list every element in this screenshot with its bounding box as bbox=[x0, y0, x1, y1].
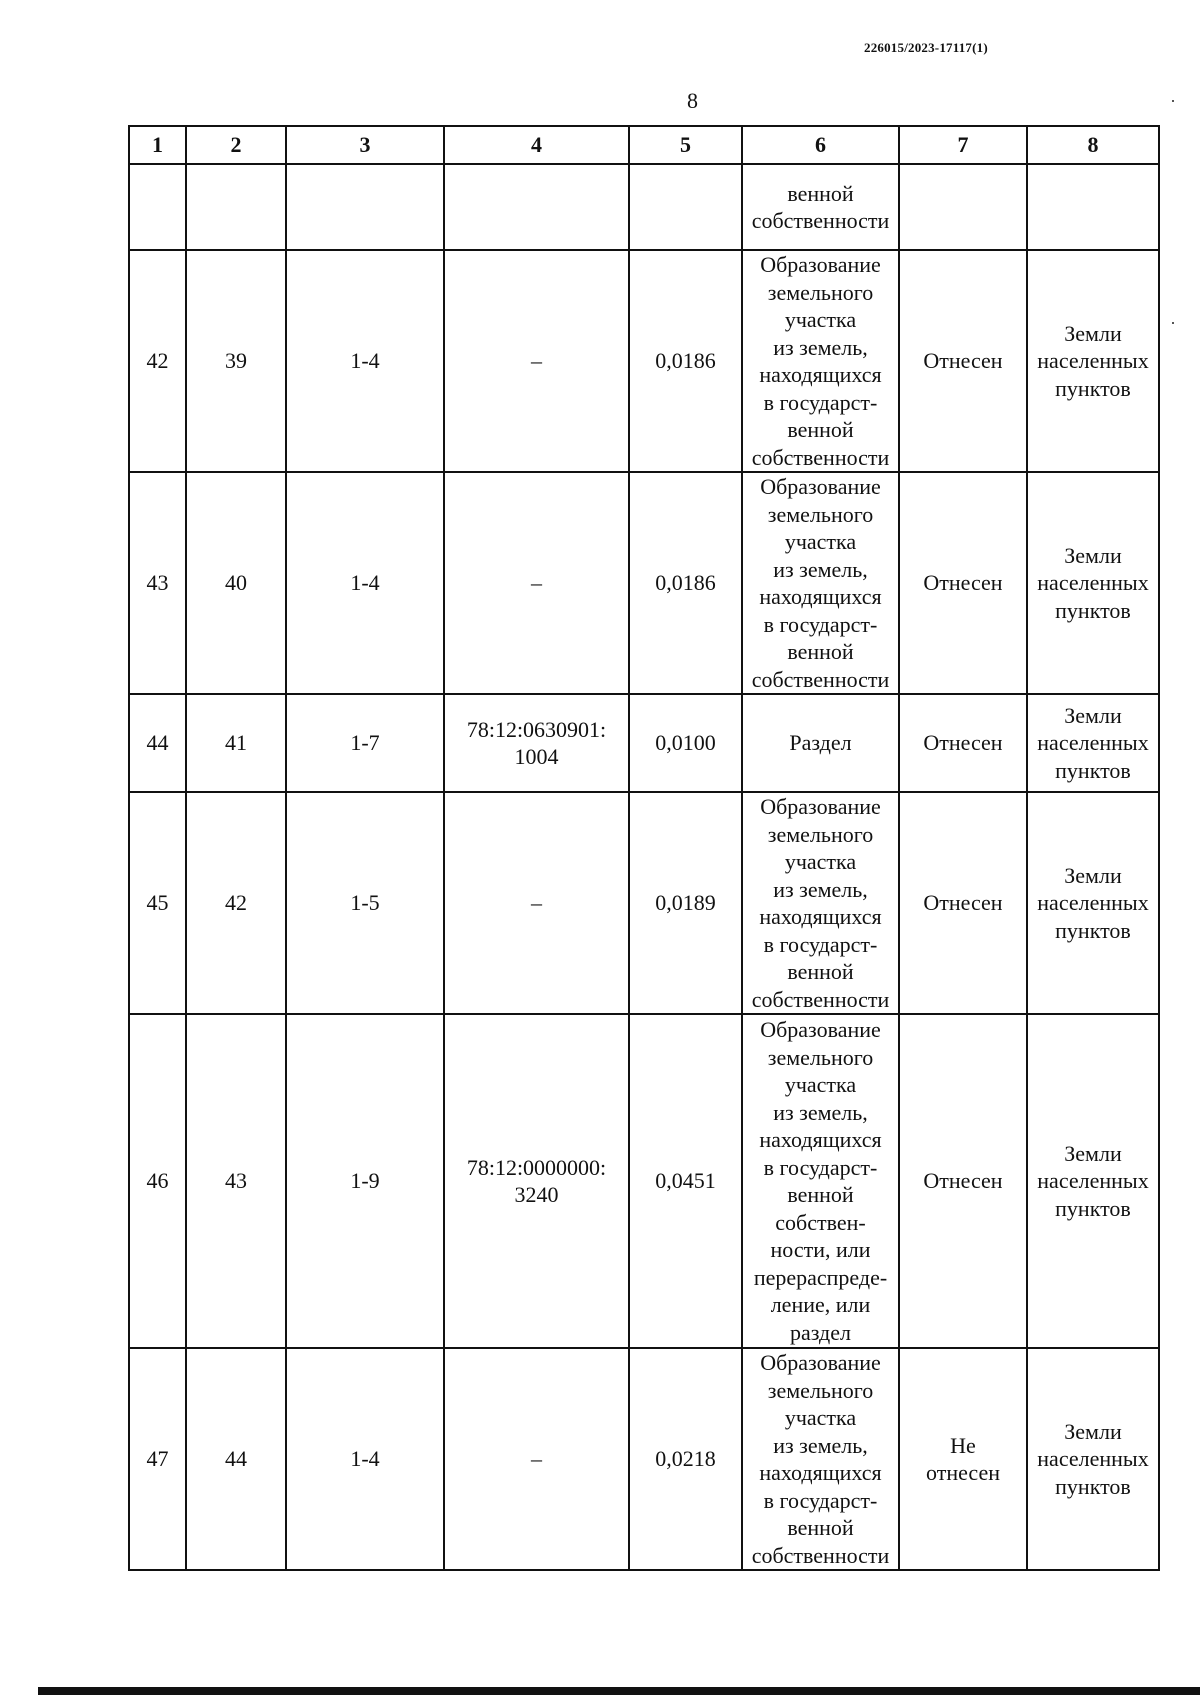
table-cell bbox=[629, 472, 742, 694]
table-cell bbox=[899, 250, 1027, 472]
table-row bbox=[129, 472, 1159, 694]
table-cell bbox=[444, 1348, 629, 1570]
cell-text: 44 bbox=[146, 730, 169, 756]
column-header-1: 1 bbox=[129, 126, 186, 164]
table-cell bbox=[742, 1348, 899, 1570]
cell-text: Отнесен bbox=[923, 730, 1003, 756]
cell-text: Образование земельного участка из земель, находящихся в государст- венной собственности bbox=[751, 474, 890, 692]
table-cell bbox=[286, 472, 444, 694]
cell-text: 1-4 bbox=[350, 1446, 380, 1472]
page-number: 8 bbox=[687, 88, 698, 113]
table-cell bbox=[629, 1014, 742, 1348]
column-header-5: 5 bbox=[629, 126, 742, 164]
table-cell bbox=[742, 694, 899, 792]
cell-text: 0,0186 bbox=[655, 348, 716, 374]
table-row bbox=[129, 1348, 1159, 1570]
cell-text: Образование земельного участка из земель, находящихся в государст- венной собственности bbox=[751, 1350, 890, 1568]
column-header-2: 2 bbox=[186, 126, 286, 164]
cell-text: 0,0189 bbox=[655, 890, 716, 916]
cell-text: 42 bbox=[146, 348, 169, 374]
cell-text: 47 bbox=[146, 1446, 169, 1472]
cell-text: Отнесен bbox=[923, 570, 1003, 596]
cell-text: 78:12:0000000: 3240 bbox=[466, 1154, 607, 1207]
table-cell bbox=[899, 792, 1027, 1014]
table-cell bbox=[1027, 694, 1159, 792]
table-cell bbox=[186, 472, 286, 694]
table-cell bbox=[186, 1348, 286, 1570]
table-cell bbox=[1027, 472, 1159, 694]
scan-speck bbox=[1172, 100, 1174, 102]
column-header-8: 8 bbox=[1027, 126, 1159, 164]
cell-text: Земли населенных пунктов bbox=[1037, 702, 1149, 783]
table-cell bbox=[129, 694, 186, 792]
table-cell bbox=[1027, 164, 1159, 250]
cell-text: – bbox=[531, 570, 542, 596]
table-cell bbox=[742, 164, 899, 250]
cell-text: 43 bbox=[225, 1168, 247, 1194]
table-cell bbox=[1027, 1014, 1159, 1348]
table-cell bbox=[899, 472, 1027, 694]
cell-text: 42 bbox=[225, 890, 247, 916]
cell-text: 1-7 bbox=[350, 730, 380, 756]
cell-text: Отнесен bbox=[923, 890, 1003, 916]
table-cell bbox=[186, 792, 286, 1014]
cell-text: Раздел bbox=[789, 730, 852, 756]
column-header-4: 4 bbox=[444, 126, 629, 164]
cell-text: 45 bbox=[146, 890, 169, 916]
cell-text: – bbox=[531, 890, 542, 916]
table-row-continuation bbox=[129, 164, 1159, 250]
table-cell bbox=[742, 250, 899, 472]
table-cell bbox=[186, 164, 286, 250]
table-cell bbox=[1027, 792, 1159, 1014]
cell-text: Образование земельного участка из земель, находящихся в государст- венной собствен- ности, или перераспреде- ление, или раздел bbox=[753, 1017, 888, 1345]
column-header-6: 6 bbox=[742, 126, 899, 164]
table-cell bbox=[444, 250, 629, 472]
table-cell bbox=[629, 792, 742, 1014]
table-row bbox=[129, 1014, 1159, 1348]
scan-speck bbox=[1172, 322, 1174, 324]
cell-text: Образование земельного участка из земель, находящихся в государст- венной собственности bbox=[751, 794, 890, 1012]
table-cell bbox=[186, 250, 286, 472]
table-cell bbox=[742, 1014, 899, 1348]
cell-text: 78:12:0630901: 1004 bbox=[466, 716, 607, 769]
cell-text: Земли населенных пунктов bbox=[1037, 542, 1149, 623]
column-header-3: 3 bbox=[286, 126, 444, 164]
table-cell bbox=[444, 792, 629, 1014]
table-cell bbox=[444, 694, 629, 792]
table-header-row bbox=[129, 126, 1159, 164]
table-cell bbox=[129, 792, 186, 1014]
cell-text: 0,0218 bbox=[655, 1446, 716, 1472]
table-cell bbox=[899, 1014, 1027, 1348]
cell-text: 0,0100 bbox=[655, 730, 716, 756]
table-cell bbox=[899, 1348, 1027, 1570]
table-cell bbox=[1027, 250, 1159, 472]
cell-text: Не отнесен bbox=[926, 1432, 1000, 1485]
table-cell bbox=[742, 472, 899, 694]
cell-text: Отнесен bbox=[923, 348, 1003, 374]
document-id: 226015/2023-17117(1) bbox=[864, 40, 988, 55]
table-cell bbox=[286, 1014, 444, 1348]
cell-text: венной собственности bbox=[751, 180, 890, 233]
cell-text: 43 bbox=[146, 570, 169, 596]
table-cell bbox=[286, 164, 444, 250]
table-cell bbox=[899, 694, 1027, 792]
table-cell bbox=[129, 472, 186, 694]
cell-text: 44 bbox=[225, 1446, 247, 1472]
table-row bbox=[129, 694, 1159, 792]
cell-text: 40 bbox=[225, 570, 247, 596]
table-cell bbox=[629, 250, 742, 472]
cell-text: Земли населенных пунктов bbox=[1037, 862, 1149, 943]
table-cell bbox=[286, 694, 444, 792]
table-cell bbox=[129, 250, 186, 472]
table-cell bbox=[129, 1014, 186, 1348]
column-header-7: 7 bbox=[899, 126, 1027, 164]
table-cell bbox=[286, 250, 444, 472]
cell-text: 46 bbox=[146, 1168, 169, 1194]
cell-text: 1-5 bbox=[350, 890, 380, 916]
table-cell bbox=[444, 472, 629, 694]
table-cell bbox=[286, 792, 444, 1014]
cell-text: Образование земельного участка из земель, находящихся в государст- венной собственности bbox=[751, 252, 890, 470]
cell-text: 0,0451 bbox=[655, 1168, 716, 1194]
cell-text: 1-4 bbox=[350, 348, 380, 374]
table-cell bbox=[899, 164, 1027, 250]
table-cell bbox=[286, 1348, 444, 1570]
cell-text: Отнесен bbox=[923, 1168, 1003, 1194]
scan-bottom-edge bbox=[38, 1687, 1200, 1695]
table-cell bbox=[629, 694, 742, 792]
table-row bbox=[129, 250, 1159, 472]
cell-text: Земли населенных пунктов bbox=[1037, 1418, 1149, 1499]
table-cell bbox=[742, 792, 899, 1014]
cell-text: 41 bbox=[225, 730, 247, 756]
table-cell bbox=[629, 164, 742, 250]
table-cell bbox=[186, 1014, 286, 1348]
table-row bbox=[129, 792, 1159, 1014]
table-cell bbox=[1027, 1348, 1159, 1570]
cell-text: 1-4 bbox=[350, 570, 380, 596]
table-cell bbox=[444, 164, 629, 250]
cell-text: Земли населенных пунктов bbox=[1037, 1140, 1149, 1221]
table-cell bbox=[444, 1014, 629, 1348]
table-cell bbox=[629, 1348, 742, 1570]
table-cell bbox=[186, 694, 286, 792]
table-cell bbox=[129, 1348, 186, 1570]
table-cell bbox=[129, 164, 186, 250]
cell-text: – bbox=[531, 1446, 542, 1472]
cell-text: 0,0186 bbox=[655, 570, 716, 596]
cell-text: 1-9 bbox=[350, 1168, 380, 1194]
cell-text: Земли населенных пунктов bbox=[1037, 320, 1149, 401]
land-plots-table bbox=[128, 125, 1160, 1571]
cell-text: 39 bbox=[225, 348, 247, 374]
cell-text: – bbox=[531, 348, 542, 374]
